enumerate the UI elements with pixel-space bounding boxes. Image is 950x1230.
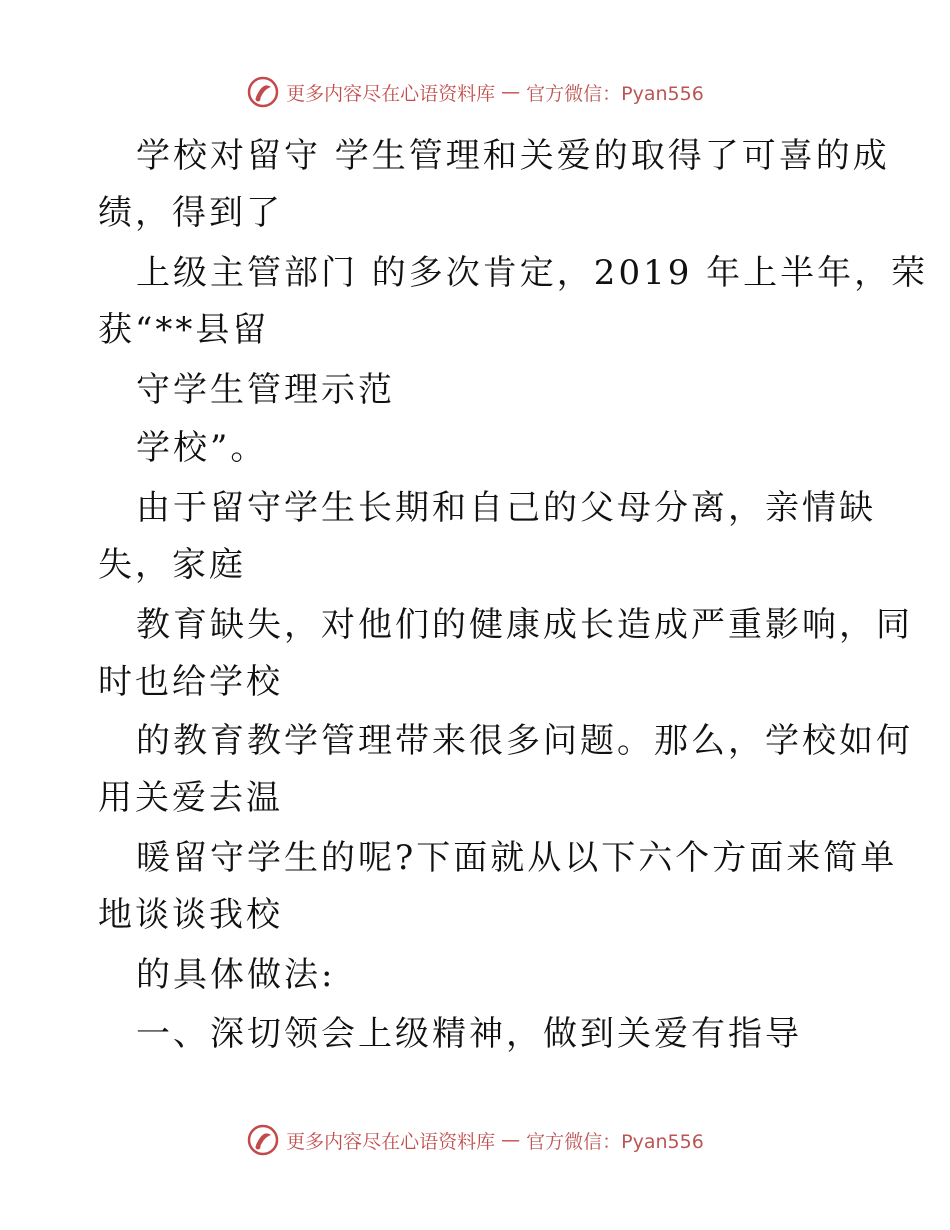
text-line: 的教育教学管理带来很多问题。那么，学校如何 [136,721,913,761]
watermark-text: 更多内容尽在心语资料库 [286,1130,496,1153]
text-line: 学校”。 [136,428,268,468]
text-line: 的具体做法: [136,955,336,995]
watermark-wechat: 官方微信：Pyan556 [526,82,704,105]
text-line: 失，家庭 [98,545,246,585]
text-line: 守学生管理示范 [136,370,395,410]
text-line: 绩，得到了 [98,193,283,233]
text-line: 用关爱去温 [98,778,283,818]
footer-watermark [0,1120,950,1160]
watermark-separator: — [501,1129,521,1151]
brand-logo-icon [246,1123,280,1157]
watermark-separator: — [501,81,521,103]
watermark-text: 更多内容尽在心语资料库 [286,82,496,105]
section-heading: 一、深切领会上级精神，做到关爱有指导 [136,1014,802,1054]
text-line: 学校对留守 学生管理和关爱的取得了可喜的成 [136,136,890,176]
text-line: 暖留守学生的呢?下面就从以下六个方面来简单 [136,838,898,878]
text-line: 时也给学校 [98,662,283,702]
header-watermark [0,72,950,112]
text-line: 由于留守学生长期和自己的父母分离，亲情缺 [136,488,876,528]
brand-logo-icon [246,75,280,109]
text-line: 教育缺失，对他们的健康成长造成严重影响，同 [136,605,913,645]
text-line: 获“**县留 [98,310,270,350]
text-line: 上级主管部门 的多次肯定，2019 年上半年，荣 [136,253,929,293]
text-line: 地谈谈我校 [98,895,283,935]
watermark-wechat: 官方微信：Pyan556 [526,1130,704,1153]
